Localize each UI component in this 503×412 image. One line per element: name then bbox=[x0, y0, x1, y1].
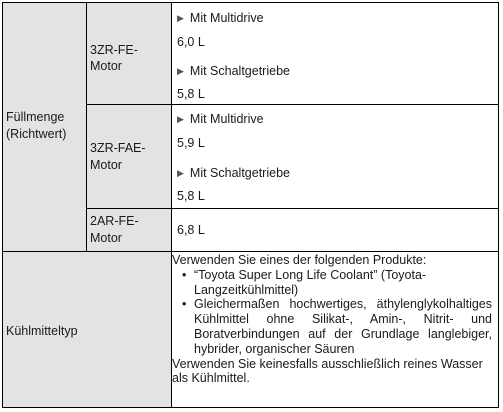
coolant-warning: Verwenden Sie keinesfalls ausschließlich reines Wasser als Kühlmittel. bbox=[172, 356, 483, 386]
engine2-opt2-value: 5,8 L bbox=[177, 189, 205, 203]
fill-label-cell bbox=[3, 3, 86, 251]
engine3-values-cell bbox=[171, 208, 498, 251]
engine1-name-line1: 3ZR-FE- bbox=[90, 43, 138, 57]
engine3-name-line1: 2AR-FE- bbox=[90, 214, 139, 228]
engine1-opt1 bbox=[177, 11, 264, 27]
engine1-name-cell bbox=[86, 3, 171, 104]
coolant-bullet-1-text: “Toyota Super Long Life Coolant” (Toyota-Langzeitkühlmittel) bbox=[194, 267, 427, 297]
engine2-opt1 bbox=[177, 112, 264, 128]
engine1-opt2-label: Mit Schaltgetriebe bbox=[189, 64, 290, 78]
coolant-bullet-2-text: Gleichermaßen hochwertiges, äthylenglykolhaltiges Kühlmittel ohne Silikat-, Amin-, Nitrit- und Boratverbindungen auf der Grundlage langlebiger, hybrider, organischer Säuren bbox=[194, 297, 492, 356]
engine2-opt1-value: 5,9 L bbox=[177, 136, 205, 150]
engine2-opt2-label: Mit Schaltgetriebe bbox=[189, 166, 290, 180]
fill-label-line1: Füllmenge bbox=[6, 110, 65, 124]
engine3-value: 6,8 L bbox=[177, 223, 205, 237]
bullet-dot: • bbox=[182, 267, 187, 282]
triangle-right-icon: ▶ bbox=[177, 114, 184, 124]
coolant-bullet-1 bbox=[172, 268, 492, 298]
engine2-opt2 bbox=[177, 166, 290, 182]
triangle-right-icon: ▶ bbox=[177, 66, 184, 76]
bullet-dot: • bbox=[182, 297, 187, 312]
engine1-values-cell bbox=[171, 3, 498, 104]
engine3-name-line2: Motor bbox=[90, 231, 122, 245]
engine2-opt1-label: Mit Multidrive bbox=[189, 112, 264, 126]
engine1-opt2-value: 5,8 L bbox=[177, 87, 205, 101]
engine3-name-cell bbox=[86, 208, 171, 251]
engine2-name-line2: Motor bbox=[90, 158, 122, 172]
coolant-label-cell bbox=[3, 251, 171, 407]
triangle-right-icon: ▶ bbox=[177, 168, 184, 178]
coolant-intro: Verwenden Sie eines der folgenden Produkte: bbox=[172, 253, 427, 267]
engine2-name-cell bbox=[86, 104, 171, 208]
fill-label-line2: (Richtwert) bbox=[6, 127, 67, 141]
engine1-opt2 bbox=[177, 64, 290, 80]
coolant-bullet-2 bbox=[172, 297, 492, 356]
coolant-label: Kühlmitteltyp bbox=[6, 324, 78, 338]
engine2-values-cell bbox=[171, 104, 498, 208]
engine1-opt1-value: 6,0 L bbox=[177, 35, 205, 49]
engine1-name-line2: Motor bbox=[90, 59, 122, 73]
coolant-description bbox=[172, 253, 492, 386]
triangle-right-icon: ▶ bbox=[177, 13, 184, 23]
engine1-opt1-label: Mit Multidrive bbox=[189, 11, 264, 25]
engine2-name-line1: 3ZR-FAE- bbox=[90, 141, 146, 155]
